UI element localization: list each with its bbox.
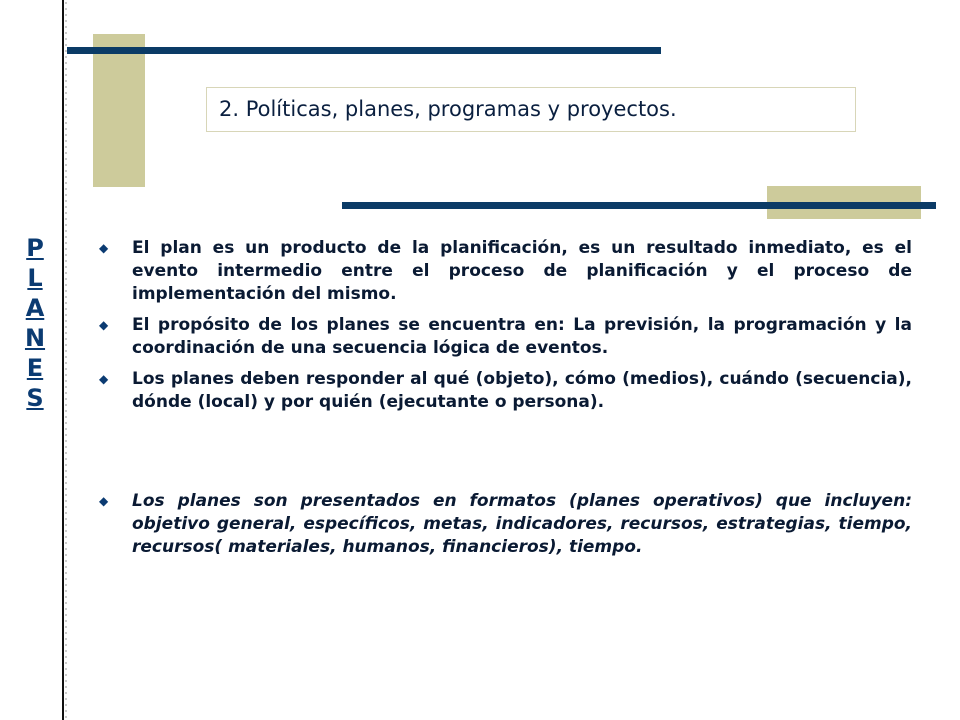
- vertical-letter: A: [25, 294, 45, 322]
- list-item-text: Los planes son presentados en formatos (planes operativos) que incluyen: objetivo general, específicos, metas, indicadores, recursos, estrategias, tiempo, recursos( materiales, humanos, financieros), tiempo.: [132, 491, 912, 557]
- list-item-text: Los planes deben responder al qué (objeto), cómo (medios), cuándo (secuencia), dónde (local) y por quién (ejecutante o persona).: [132, 369, 912, 412]
- list-item: [96, 314, 912, 360]
- vertical-letter: P: [26, 234, 44, 262]
- list-item: [96, 490, 912, 559]
- page-title: 2. Políticas, planes, programas y proyectos.: [219, 97, 677, 121]
- diamond-bullet-icon: ◆: [99, 318, 109, 332]
- vertical-section-label: [18, 233, 52, 413]
- diamond-bullet-icon: ◆: [99, 241, 109, 255]
- sidebar-dotted-border: [64, 0, 68, 720]
- diamond-bullet-icon: ◆: [99, 494, 109, 508]
- vertical-letter: E: [26, 354, 44, 382]
- list-item-text: El propósito de los planes se encuentra en: La previsión, la programación y la coordinación de una secuencia lógica de eventos.: [132, 315, 912, 358]
- vertical-letter: S: [26, 384, 44, 412]
- decor-navy-line-top: [67, 47, 661, 54]
- vertical-letter: N: [24, 324, 46, 352]
- list-item: [96, 368, 912, 414]
- title-box: [206, 87, 856, 132]
- list-item-text: El plan es un producto de la planificación, es un resultado inmediato, es el evento intermedio entre el proceso de planificación y el proceso de implementación del mismo.: [132, 238, 912, 304]
- decor-khaki-block-top: [93, 34, 145, 187]
- bullet-list: [96, 237, 912, 567]
- list-item: [96, 237, 912, 306]
- diamond-bullet-icon: ◆: [99, 372, 109, 386]
- vertical-letter: L: [27, 264, 43, 292]
- decor-navy-line-middle: [342, 202, 936, 209]
